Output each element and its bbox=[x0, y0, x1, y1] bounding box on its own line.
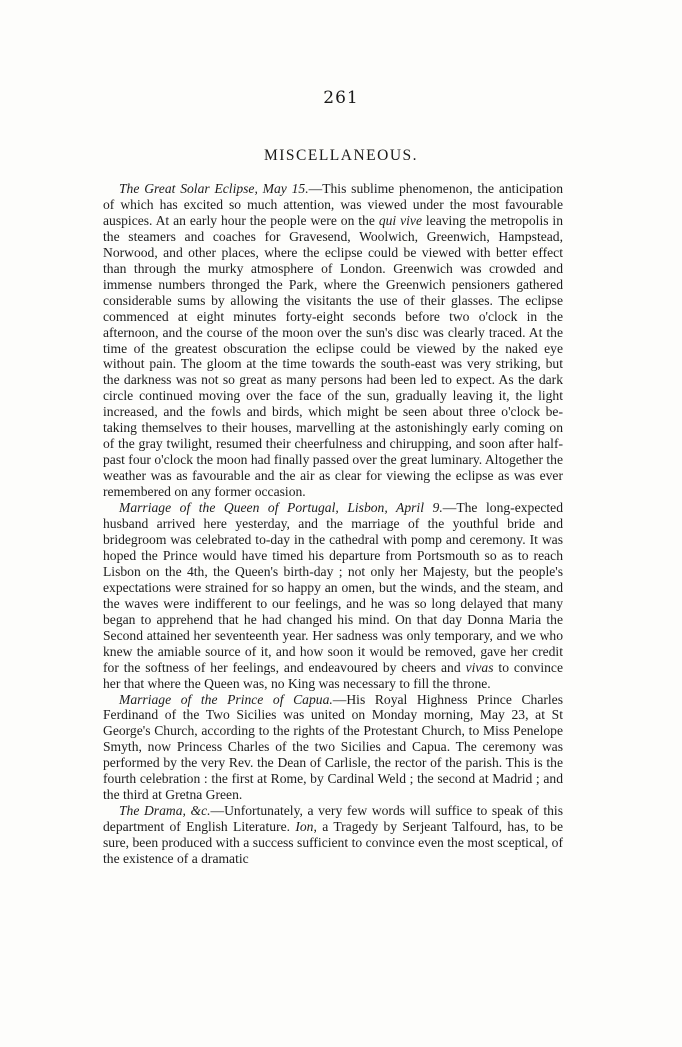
section-heading: MISCELLANEOUS. bbox=[263, 147, 419, 164]
italic-phrase: Ion bbox=[295, 819, 314, 835]
article-body: —This sublime phenomenon, the anticipation of which has excited so much attention, was viewed under the most favourable auspices. At an early hour the people were on the bbox=[103, 181, 564, 228]
page-number: 261 bbox=[323, 88, 359, 108]
article-body: , a Tragedy by Serjeant Talfourd, has, to be sure, been produced with a success sufficient to convince even the most sceptical, of the existence of a dramatic bbox=[103, 819, 563, 867]
article-column bbox=[103, 181, 563, 867]
article-title: The Drama, &c. bbox=[119, 803, 211, 819]
article-body: —Unfortunately, a very few words will suffice to speak of this department of English Literature. bbox=[103, 803, 563, 835]
article-body: —The long-expected husband arrived here yesterday, and the marriage of the youthful bride and bridegroom was celebrated to-day in the cathedral with pomp and ceremony. It was hoped the Prince would have timed his departure from Portsmouth so as to reach Lisbon on the 4th, the Queen's birth-day ; not only her Majesty, but the people's expectations were strained for so happy an omen, but the winds, and the steam, and the waves were indifferent to our feelings, and he was so long delayed that many began to apprehend that he had changed his mind. On that day Donna Maria the Second attained her seventeenth year. Her sadness was only temporary, and we who knew the amiable source of it, and how soon it would be removed, gave her credit for the softness of her feelings, and endeavoured by cheers and bbox=[103, 500, 564, 675]
article-drama bbox=[103, 803, 563, 867]
italic-phrase: qui vive bbox=[378, 212, 422, 228]
italic-phrase: vivas bbox=[465, 659, 494, 675]
article-body: leaving the metropolis in the steamers and coaches for Gravesend, Woolwich, Greenwich, Hampstead, Norwood, and other places, where the eclipse could be viewed with better effect than through the murky atmosphere of London. Greenwich was crowded and immense numbers thronged the Park, where the Greenwich pensioners gathered considerable sums by allowing the visitants the use of their glasses. The eclipse commenced at eight minutes forty-eight seconds before two o'clock in the afternoon, and the course of the moon over the sun's disc was clearly traced. At the time of the greatest obscuration the eclipse could be viewed by the naked eye without pain. The gloom at the time towards the south-east was very striking, but the darkness was not so great as many persons had been led to expect. As the dark circle continued moving over the face of the sun, gradually leaving it, the light increased, and the fowls and birds, which might be seen about three o'clock betaking themselves to their houses, marvelling at the astonishingly early coming on of the gray twilight, resumed their cheerfulness and chirupping, and soon after half-past four o'clock the moon had finally passed over the great luminary. Altogether the weather was as favourable and the air as clear for viewing the eclipse as was ever remembered on any former occasion. bbox=[103, 212, 563, 500]
article-body: to convince her that where the Queen was, no King was necessary to fill the throne. bbox=[103, 659, 563, 691]
article-prince-capua bbox=[103, 692, 563, 804]
article-title: The Great Solar Eclipse, May 15. bbox=[119, 181, 309, 196]
article-title: Marriage of the Prince of Capua. bbox=[119, 691, 333, 707]
article-title: Marriage of the Queen of Portugal, Lisbon, April 9. bbox=[119, 500, 443, 516]
article-eclipse bbox=[103, 181, 563, 500]
article-body: —His Royal Highness Prince Charles Ferdinand of the Two Sicilies was united on Monday morning, May 23, at St George's Church, according to the rights of the Protestant Church, to Miss Penelope Smyth, now Princess Charles of the two Sicilies and Capua. The ceremony was performed by the very Rev. the Dean of Carlisle, the rector of the parish. This is the fourth celebration : the first at Rome, by Cardinal Weld ; the second at Madrid ; and the third at Gretna Green. bbox=[103, 691, 563, 803]
article-queen-portugal bbox=[103, 500, 563, 691]
